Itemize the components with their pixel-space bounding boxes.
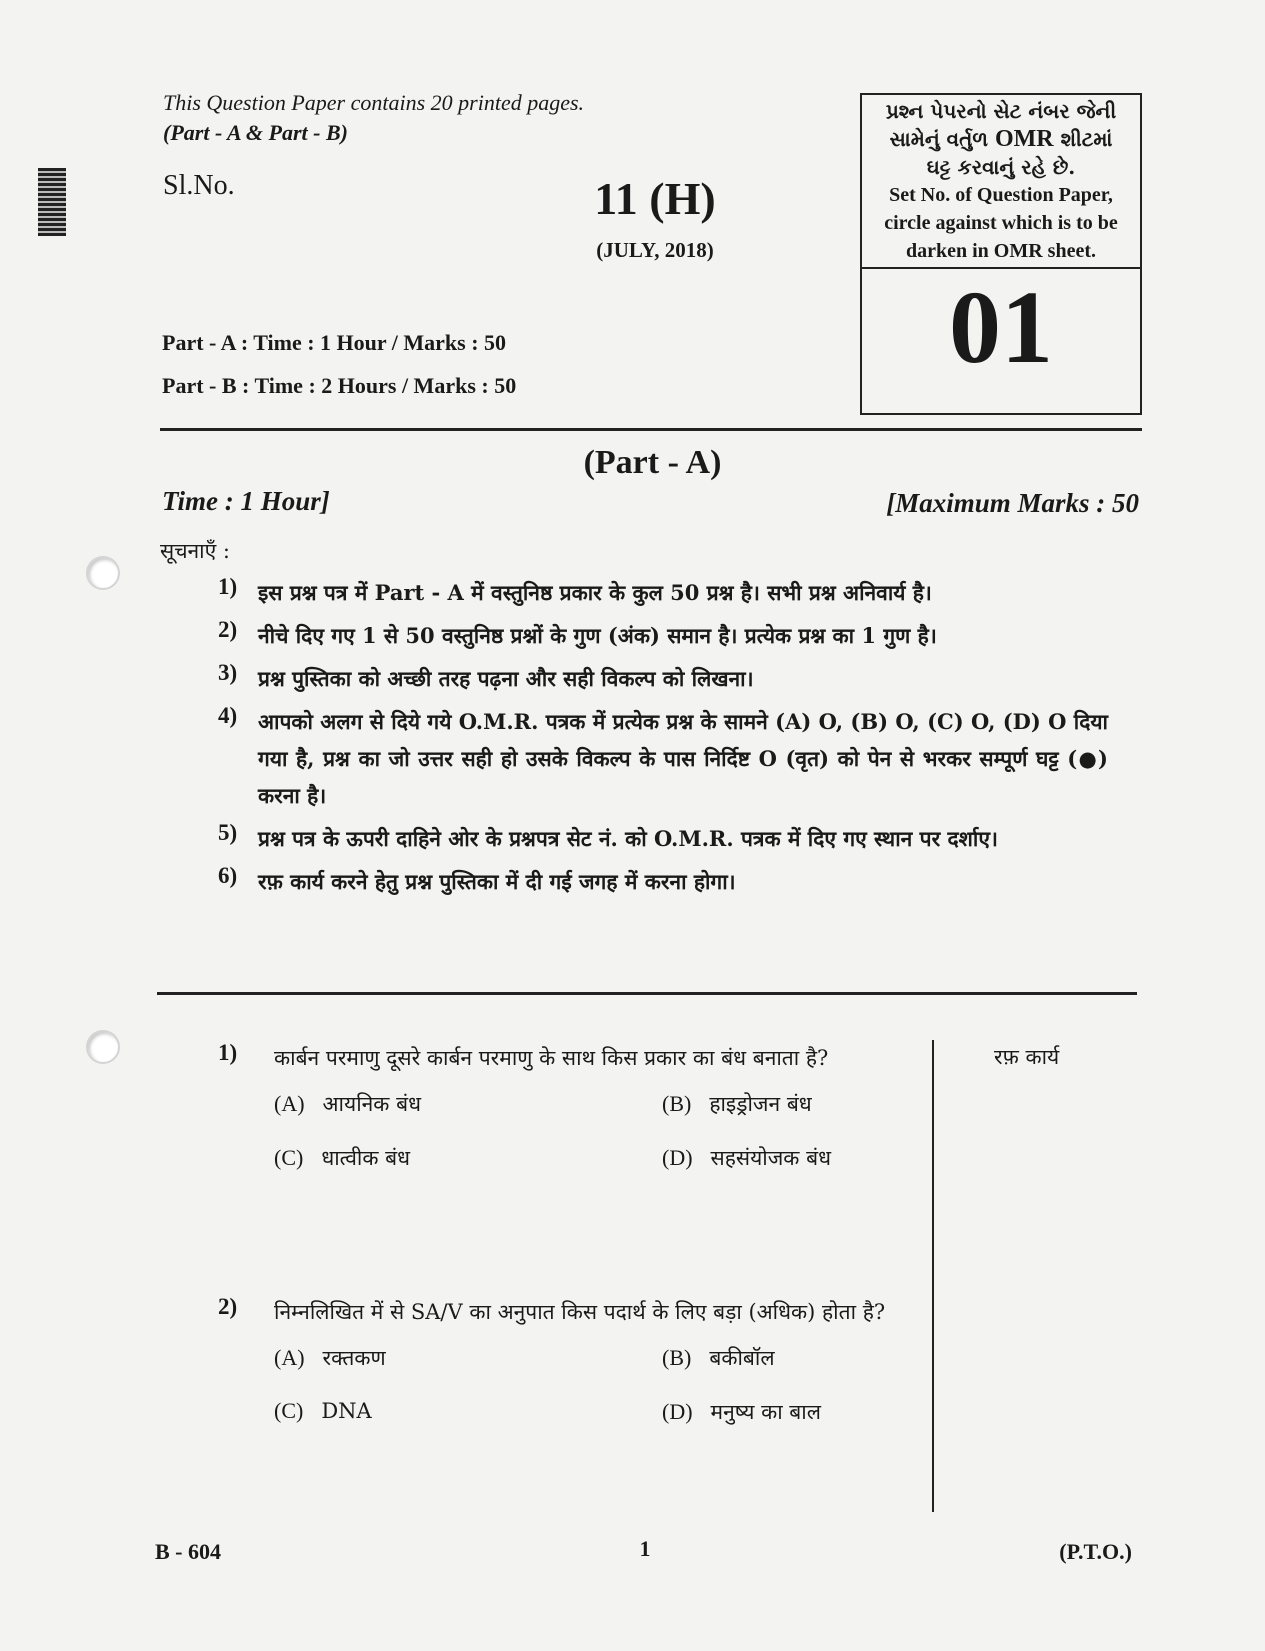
option-text: हाइड्रोजन बंध xyxy=(709,1092,812,1116)
option-label: (D) xyxy=(662,1399,693,1424)
option-a xyxy=(274,1344,386,1372)
instruction-text: प्रश्न पत्र के ऊपरी दाहिने ओर के प्रश्नपत्र सेट नं. को O.M.R. पत्रक में दिए गए स्थान पर दर्शाए। xyxy=(258,826,998,851)
punch-hole-bottom xyxy=(86,1030,120,1064)
set-gujarati-line2-post: શીટમાં xyxy=(1060,127,1113,151)
instruction-item xyxy=(218,820,1108,857)
option-text: मनुष्य का बाल xyxy=(710,1400,821,1424)
instruction-number: 6) xyxy=(218,863,238,888)
pages-note: This Question Paper contains 20 printed pages. xyxy=(163,90,585,115)
instruction-text: नीचे दिए गए 1 से 50 वस्तुनिष्ठ प्रश्नों के गुण (अंक) समान है। प्रत्येक प्रश्न का 1 गुण है। xyxy=(258,623,937,648)
set-instructions xyxy=(862,95,1140,267)
option-label: (C) xyxy=(274,1145,304,1170)
question-number: 1) xyxy=(218,1040,238,1065)
instructions-list xyxy=(218,574,1108,906)
footer-code: B - 604 xyxy=(155,1539,221,1564)
option-text: रक्तकण xyxy=(322,1346,386,1370)
set-gujarati-line2 xyxy=(866,125,1136,153)
punch-hole-top xyxy=(86,556,120,590)
question-2 xyxy=(218,1294,934,1464)
barcode-strip xyxy=(38,168,66,236)
header-divider xyxy=(160,428,1142,431)
option-c xyxy=(274,1398,372,1424)
question-1 xyxy=(218,1040,934,1210)
set-english-line2: circle against which is to be xyxy=(884,212,1118,234)
set-gujarati-omr: OMR xyxy=(994,126,1054,152)
question-number: 2) xyxy=(218,1294,238,1319)
instructions-heading: सूचनाएँ : xyxy=(160,539,230,563)
set-english-line1: Set No. of Question Paper, xyxy=(889,184,1113,206)
subject-code: 11 (H) xyxy=(594,173,716,224)
instruction-text: प्रश्न पुस्तिका को अच्छी तरह पढ़ना और सही विकल्प को लिखना। xyxy=(258,666,754,691)
option-d xyxy=(662,1144,831,1172)
instruction-text: रफ़ कार्य करने हेतु प्रश्न पुस्तिका में दी गई जगह में करना होगा। xyxy=(258,869,736,894)
set-number-box xyxy=(860,93,1142,415)
option-text: DNA xyxy=(321,1399,372,1423)
option-text: बकीबॉल xyxy=(709,1346,775,1370)
instruction-number: 3) xyxy=(218,660,238,685)
instruction-item xyxy=(218,703,1108,814)
option-c xyxy=(274,1144,410,1172)
set-gujarati-line1: પ્રશ્ન પેપરનો સેટ નંબર જેની xyxy=(885,99,1117,123)
part-a-info: Part - A : Time : 1 Hour / Marks : 50 xyxy=(162,330,507,355)
instruction-number: 2) xyxy=(218,617,238,642)
option-text: आयनिक बंध xyxy=(322,1092,421,1116)
instruction-text: इस प्रश्न पत्र में Part - A में वस्तुनिष्ठ प्रकार के कुल 50 प्रश्न है। सभी प्रश्न अनिवार्य है। xyxy=(258,580,932,605)
option-text: सहसंयोजक बंध xyxy=(710,1146,831,1170)
instruction-number: 1) xyxy=(218,574,238,599)
option-label: (B) xyxy=(662,1345,692,1370)
instruction-item xyxy=(218,863,1108,900)
part-a-max-marks: [Maximum Marks : 50 xyxy=(886,488,1139,518)
set-number: 01 xyxy=(862,267,1140,387)
instruction-number: 4) xyxy=(218,703,238,728)
part-b-info: Part - B : Time : 2 Hours / Marks : 50 xyxy=(162,373,517,398)
instructions-divider xyxy=(157,992,1137,995)
sl-no-label: Sl.No. xyxy=(163,170,235,201)
part-a-title: (Part - A) xyxy=(583,444,722,481)
instruction-item xyxy=(218,617,1108,654)
option-b xyxy=(662,1344,775,1372)
rough-work-label: रफ़ कार्य xyxy=(994,1045,1060,1069)
option-text: धात्वीक बंध xyxy=(321,1146,411,1170)
instruction-text: आपको अलग से दिये गये O.M.R. पत्रक में प्रत्येक प्रश्न के सामने (A) O, (B) O, (C) O, (D) O दिया गया है, प्रश्न का जो उत्तर सही हो उसके विकल्प के पास निर्दिष्ट O (वृत) को पेन से भरकर सम्पूर्ण घट्ट (●) करना है। xyxy=(258,709,1108,808)
option-d xyxy=(662,1398,821,1426)
part-a-time: Time : 1 Hour] xyxy=(162,486,330,516)
option-a xyxy=(274,1090,421,1118)
option-label: (D) xyxy=(662,1145,693,1170)
set-gujarati-line2-pre: સામેનું વર્તુળ xyxy=(889,127,988,151)
question-text: निम्नलिखित में से SA/V का अनुपात किस पदार्थ के लिए बड़ा (अधिक) होता है? xyxy=(274,1300,886,1324)
set-english-line3: darken in OMR sheet. xyxy=(906,240,1096,262)
instruction-number: 5) xyxy=(218,820,238,845)
option-label: (A) xyxy=(274,1091,305,1116)
set-gujarati-line3: ઘટ્ટ કરવાનું રહે છે. xyxy=(926,155,1076,179)
option-label: (B) xyxy=(662,1091,692,1116)
instruction-item xyxy=(218,660,1108,697)
option-label: (A) xyxy=(274,1345,305,1370)
option-b xyxy=(662,1090,812,1118)
page-number: 1 xyxy=(639,1536,651,1561)
option-label: (C) xyxy=(274,1398,304,1423)
instruction-item xyxy=(218,574,1108,611)
parts-note: (Part - A & Part - B) xyxy=(163,120,348,145)
exam-date: (JULY, 2018) xyxy=(596,238,714,262)
question-text: कार्बन परमाणु दूसरे कार्बन परमाणु के साथ किस प्रकार का बंध बनाता है? xyxy=(274,1046,829,1070)
pto-label: (P.T.O.) xyxy=(1059,1539,1132,1564)
